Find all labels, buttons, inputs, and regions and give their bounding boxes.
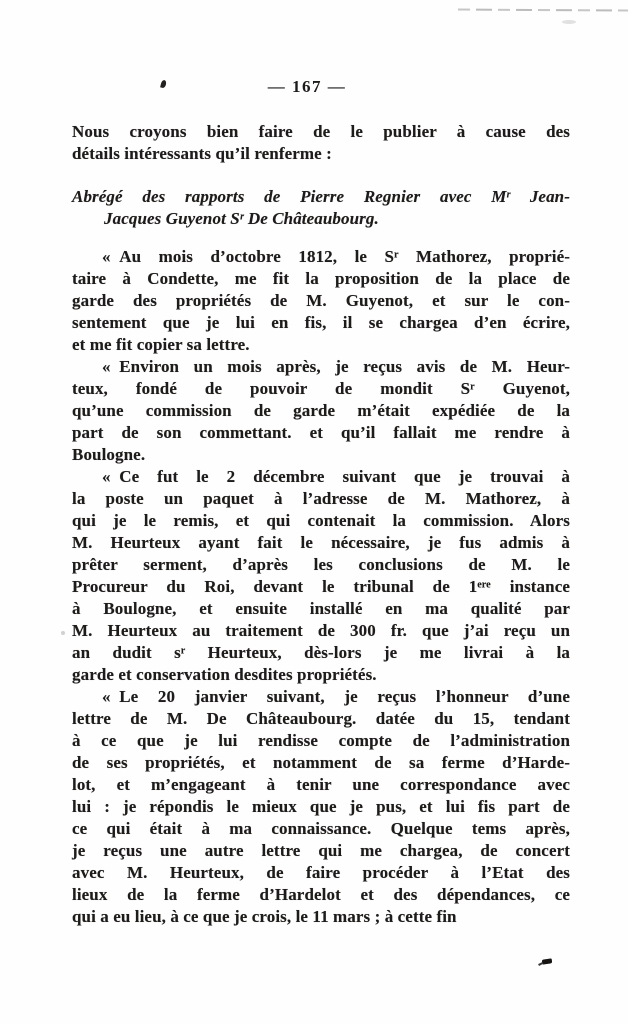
- text-line: qui je le remis, et qui contenait la commission. Alors: [72, 511, 570, 530]
- text-line: à ce que je lui rendisse compte de l’administration: [72, 731, 570, 750]
- section-heading: [72, 186, 570, 230]
- scan-artifact-smudge: [562, 20, 576, 24]
- text-line: teux, fondé de pouvoir de mondit Sʳ Guyenot,: [72, 379, 570, 398]
- page-number: — 167 —: [267, 77, 347, 96]
- text-line: Nous croyons bien faire de le publier à cause des: [72, 122, 570, 141]
- intro-paragraph: [72, 121, 570, 165]
- paragraph-1: [72, 246, 570, 356]
- text-line: « Environ un mois après, je reçus avis de M. Heur-: [102, 357, 570, 376]
- text-line: qu’une commission de garde m’était expédiée de la: [72, 401, 570, 420]
- text-line: lui : je répondis le mieux que je pus, et lui fis part de: [72, 797, 570, 816]
- text-line: an dudit sʳ Heurteux, dès-lors je me livrai à la: [72, 643, 570, 662]
- text-line: lieux de la ferme d’Hardelot et des dépendances, ce: [72, 885, 570, 904]
- text-line: détails intéressants qu’il renferme :: [72, 144, 332, 163]
- text-block: [72, 76, 570, 928]
- text-line: Procureur du Roi, devant le tribunal de 1ᵉʳᵉ instance: [72, 577, 570, 596]
- text-line: part de son commettant. et qu’il fallait me rendre à: [72, 423, 570, 442]
- text-line: ce qui était à ma connaissance. Quelque tems après,: [72, 819, 570, 838]
- paragraph-2: [72, 356, 570, 466]
- text-line: garde des propriétés de M. Guyenot, et sur le con-: [72, 291, 570, 310]
- text-line: « Ce fut le 2 décembre suivant que je trouvai à: [102, 467, 570, 486]
- text-line: Boulogne.: [72, 445, 146, 464]
- scan-artifact-dashed-line: [458, 9, 628, 12]
- text-line: « Au mois d’octobre 1812, le Sʳ Mathorez, proprié-: [102, 247, 570, 266]
- text-line: prêter serment, d’après les conclusions de M. le: [72, 555, 570, 574]
- text-line: la poste un paquet à l’adresse de M. Mathorez, à: [72, 489, 570, 508]
- text-line: qui a eu lieu, à ce que je crois, le 11 mars ; à cette fin: [72, 907, 457, 926]
- text-line: je reçus une autre lettre qui me chargea, de concert: [72, 841, 570, 860]
- text-line: à Boulogne, et ensuite installé en ma qualité par: [72, 599, 570, 618]
- text-line: de ses propriétés, et notamment de sa ferme d’Harde-: [72, 753, 570, 772]
- text-line: lot, et m’engageant à tenir une correspondance avec: [72, 775, 570, 794]
- text-line: avec M. Heurteux, de faire procéder à l’Etat des: [72, 863, 570, 882]
- body-paragraphs: [72, 246, 570, 928]
- text-line: « Le 20 janvier suivant, je reçus l’honneur d’une: [102, 687, 570, 706]
- text-line: sentement que je lui en fis, il se chargea d’en écrire,: [72, 313, 570, 332]
- scan-artifact-dot: [61, 631, 65, 635]
- text-line: taire à Condette, me fit la proposition de la place de: [72, 269, 570, 288]
- ink-blot-mark: [542, 958, 553, 964]
- text-line: M. Heurteux ayant fait le nécessaire, je fus admis à: [72, 533, 570, 552]
- paragraph-4: [72, 686, 570, 928]
- text-line: Jacques Guyenot Sʳ De Châteaubourg.: [104, 209, 379, 228]
- text-line: M. Heurteux au traitement de 300 fr. que j’ai reçu un: [72, 621, 570, 640]
- text-line: lettre de M. De Châteaubourg. datée du 15, tendant: [72, 709, 570, 728]
- text-line: et me fit copier sa lettre.: [72, 335, 250, 354]
- paragraph-3: [72, 466, 570, 686]
- text-line: garde et conservation desdites propriétés.: [72, 665, 377, 684]
- text-line: Abrégé des rapports de Pierre Regnier avec Mʳ Jean-: [72, 187, 570, 206]
